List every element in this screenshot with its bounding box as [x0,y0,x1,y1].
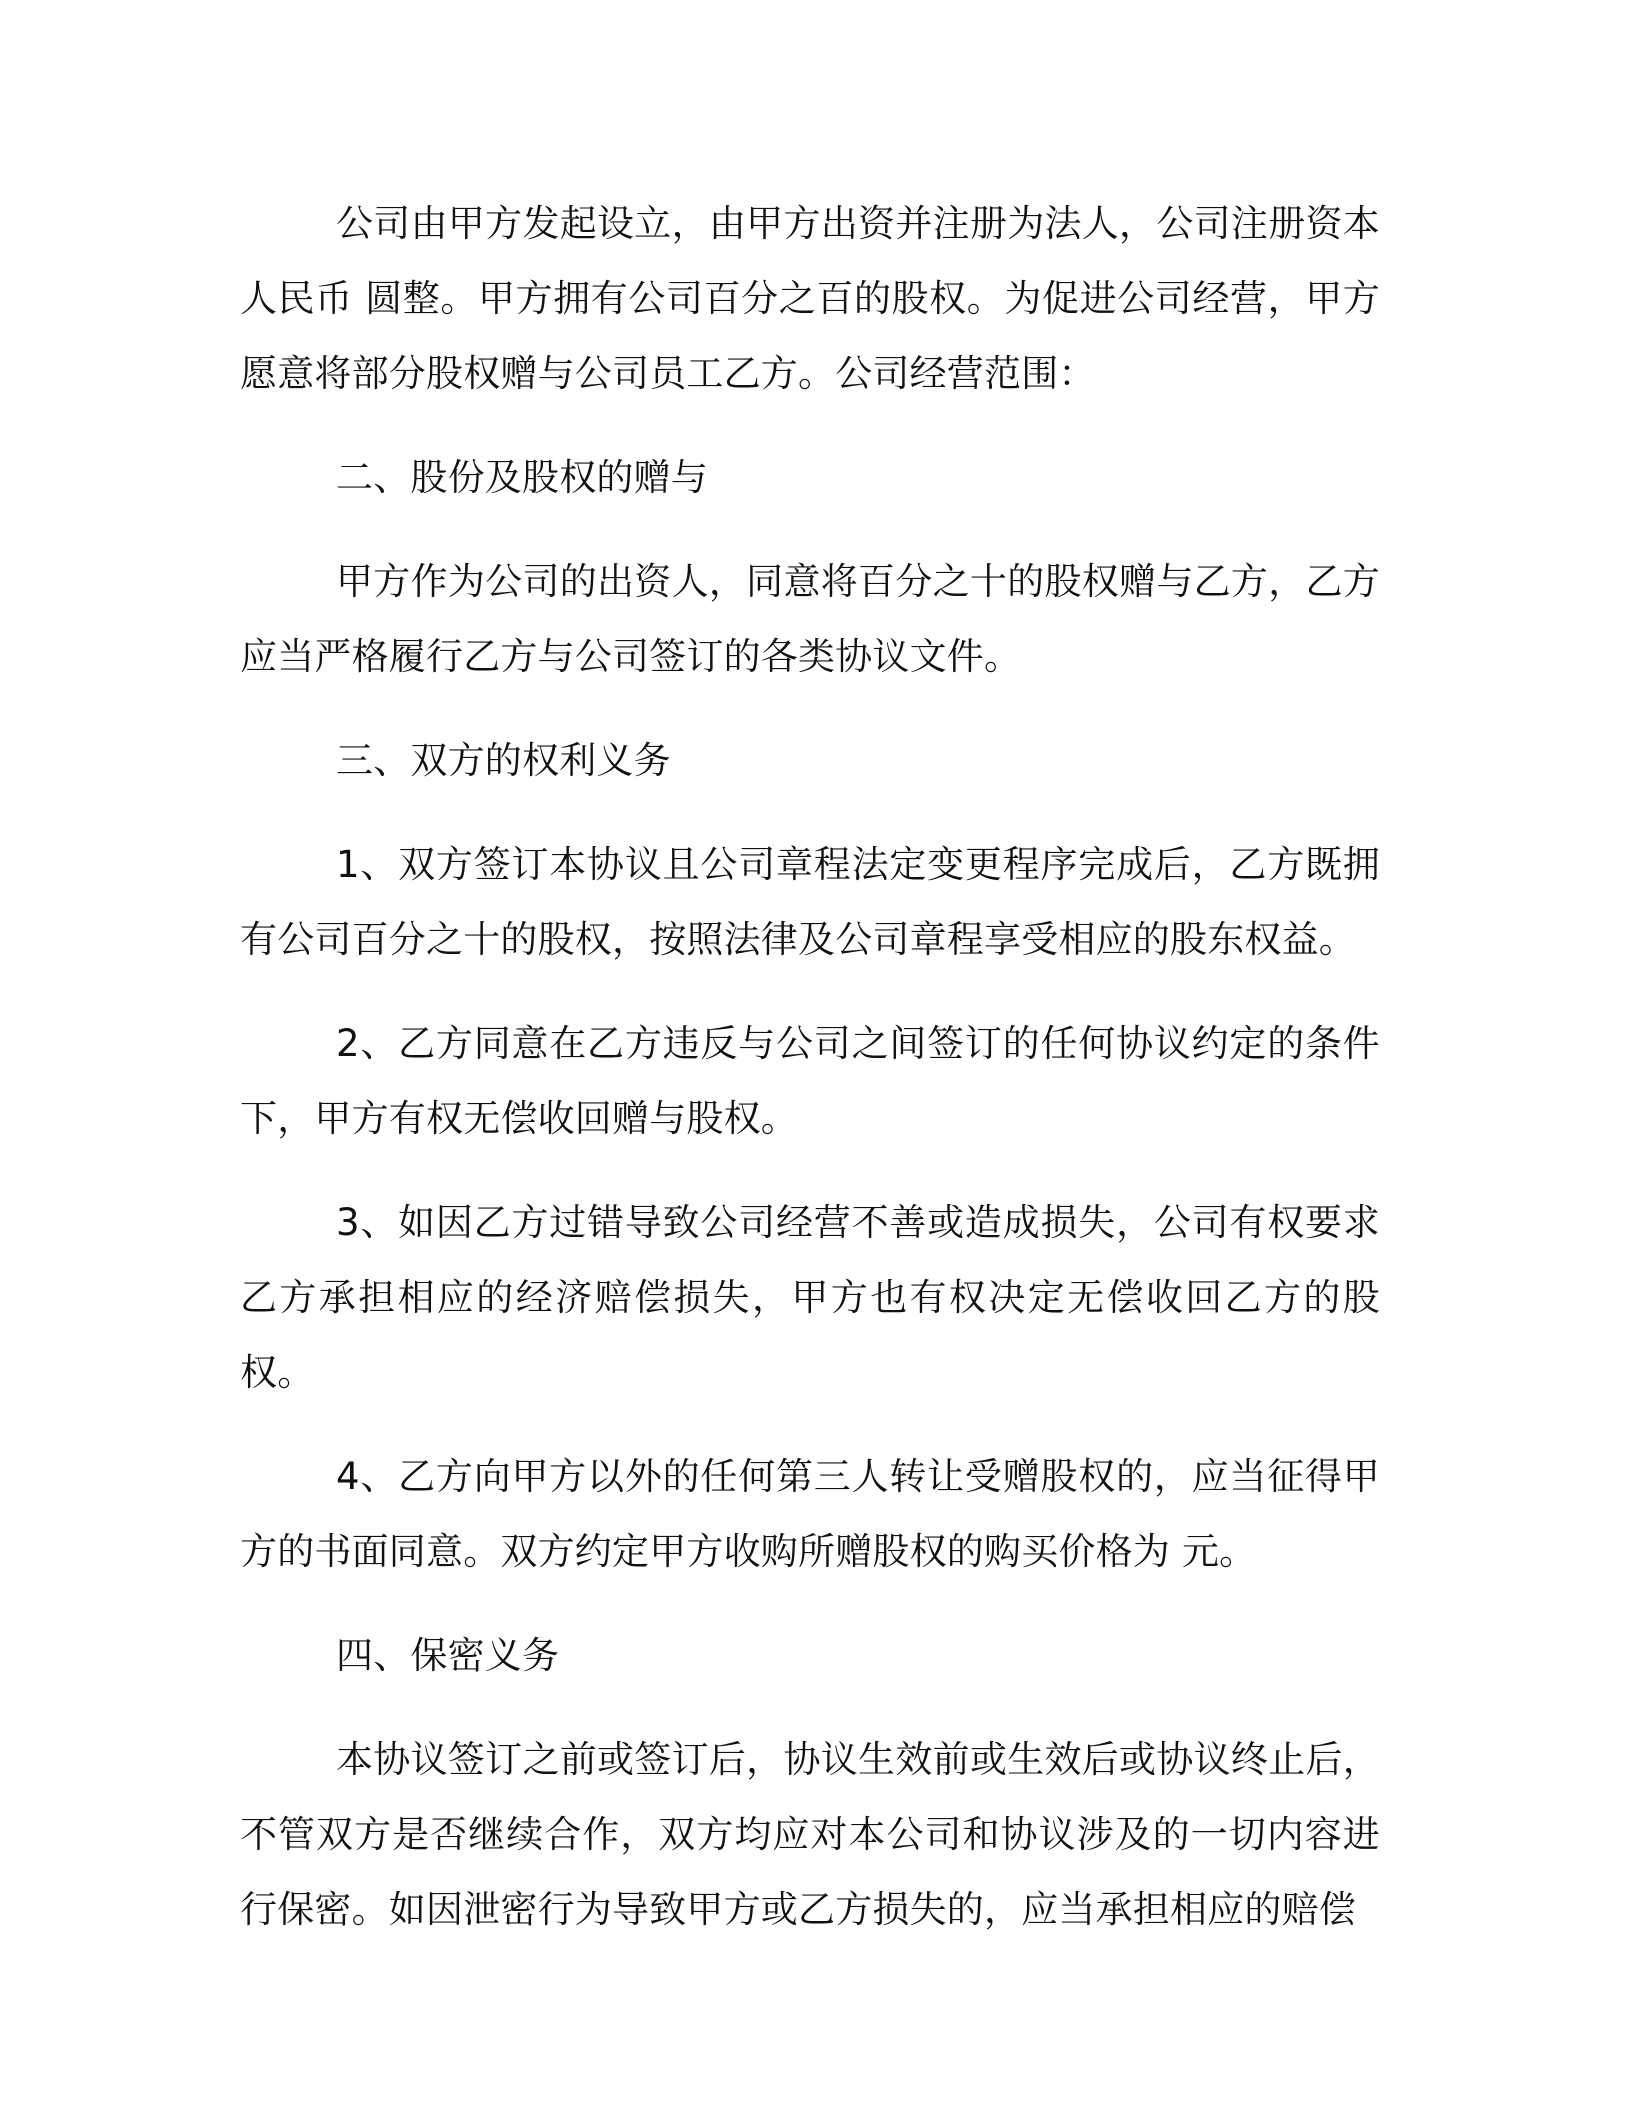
clause-4-paragraph: 4、乙方向甲方以外的任何第三人转让受赠股权的，应当征得甲方的书面同意。双方约定甲方收购所赠股权的购买价格为 元。 [240,1455,1380,1573]
clause-3-paragraph: 3、如因乙方过错导致公司经营不善或造成损失，公司有权要求乙方承担相应的经济赔偿损失，甲方也有权决定无偿收回乙方的股权。 [240,1201,1380,1394]
intro-paragraph: 公司由甲方发起设立，由甲方出资并注册为法人，公司注册资本人民币 圆整。甲方拥有公司百分之百的股权。为促进公司经营，甲方愿意将部分股权赠与公司员工乙方。公司经营范围： [240,202,1380,395]
clause-2-paragraph: 2、乙方同意在乙方违反与公司之间签订的任何协议约定的条件下，甲方有权无偿收回赠与股权。 [240,1022,1380,1140]
section-heading-4: 四、保密义务 [336,1634,560,1677]
confidentiality-paragraph: 本协议签订之前或签订后，协议生效前或生效后或协议终止后，不管双方是否继续合作，双方均应对本公司和协议涉及的一切内容进行保密。如因泄密行为导致甲方或乙方损失的，应当承担相应的赔偿 [240,1738,1380,1931]
document-body [240,186,1380,1947]
clause-1-paragraph: 1、双方签订本协议且公司章程法定变更程序完成后，乙方既拥有公司百分之十的股权，按照法律及公司章程享受相应的股东权益。 [240,843,1380,961]
section-heading-3: 三、双方的权利义务 [336,739,671,782]
section-2-paragraph: 甲方作为公司的出资人，同意将百分之十的股权赠与乙方，乙方应当严格履行乙方与公司签订的各类协议文件。 [240,560,1380,678]
section-heading-2: 二、股份及股权的赠与 [336,456,708,499]
